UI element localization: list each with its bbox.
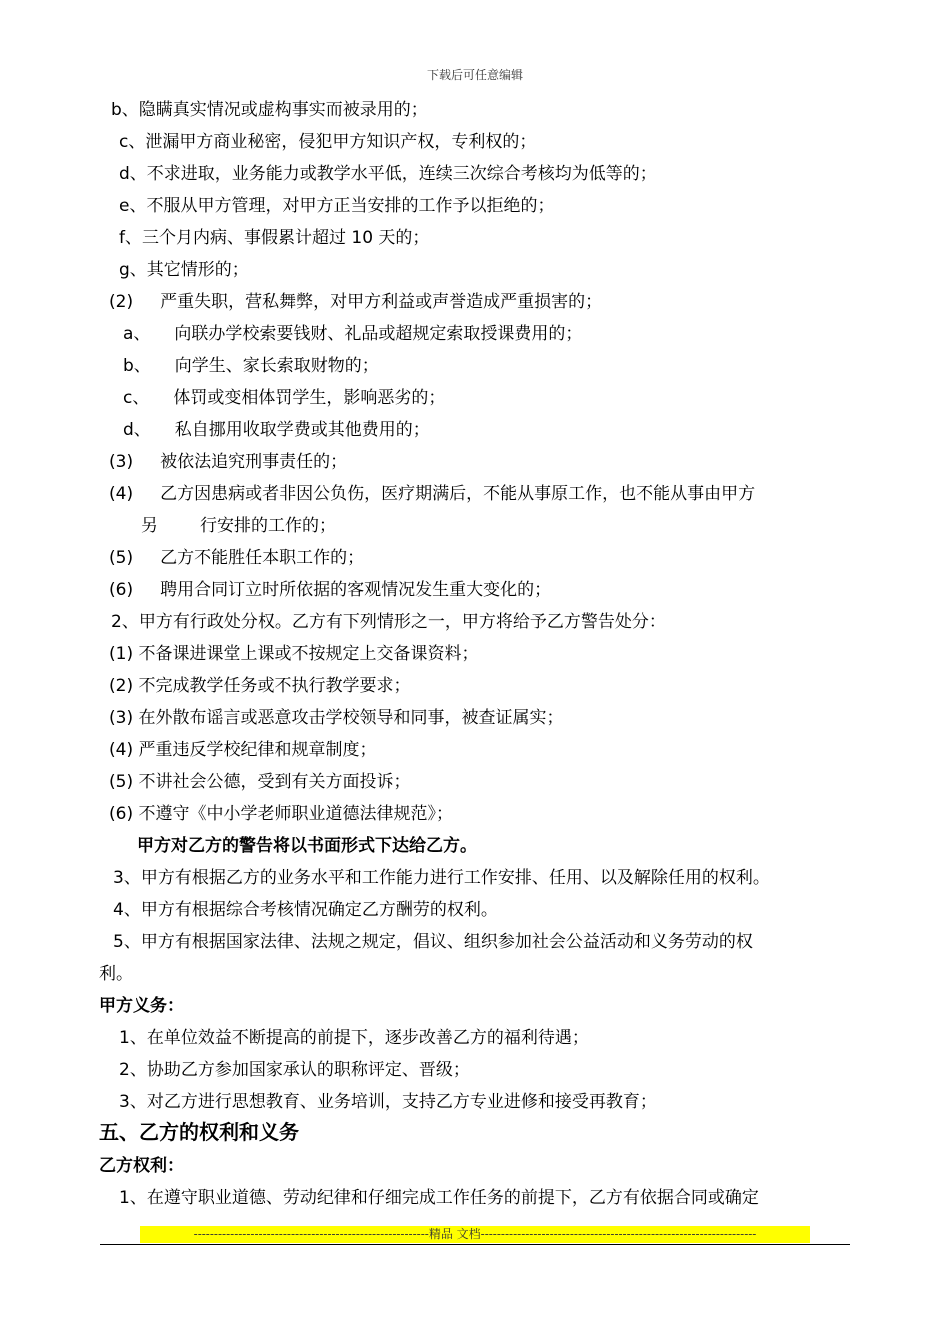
text-line: e、不服从甲方管理，对甲方正当安排的工作予以拒绝的；	[119, 196, 555, 216]
list-text: 行安排的工作的；	[200, 516, 336, 536]
footer-divider	[100, 1244, 850, 1245]
list-item	[123, 355, 379, 377]
list-text: 被依法追究刑事责任的；	[160, 452, 348, 472]
text-line: d、不求进取，业务能力或教学水平低，连续三次综合考核均为低等的；	[119, 164, 657, 184]
list-item	[109, 547, 364, 569]
list-text: 乙方不能胜任本职工作的；	[160, 548, 365, 568]
list-text: 私自挪用收取学费或其他费用的；	[174, 420, 430, 440]
list-item	[109, 483, 755, 505]
page-header-note: 下载后可任意编辑	[426, 68, 523, 82]
list-item	[109, 579, 551, 601]
list-item	[123, 387, 445, 409]
list-number: c、	[123, 388, 150, 408]
footer-banner	[140, 1226, 810, 1243]
text-line: (6) 不遵守《中小学老师职业道德法律规范》；	[109, 804, 453, 824]
footer-label: 精品 文档	[428, 1227, 481, 1241]
list-text: 另	[141, 516, 158, 536]
text-line: 2、甲方有行政处分权。乙方有下列情形之一，甲方将给予乙方警告处分：	[111, 612, 666, 632]
text-line: 5、甲方有根据国家法律、法规之规定，倡议、组织参加社会公益活动和义务劳动的权	[113, 932, 753, 952]
list-item	[109, 291, 602, 313]
list-text: 向联办学校索要钱财、礼品或超规定索取授课费用的；	[174, 324, 583, 344]
text-line: 利。	[99, 964, 133, 984]
list-number: (3)	[109, 452, 134, 472]
list-text: 向学生、家长索取财物的；	[174, 356, 379, 376]
text-line: f、三个月内病、事假累计超过 10 天的；	[119, 228, 430, 248]
subheading: 甲方义务：	[99, 996, 184, 1016]
text-line: (2) 不完成教学任务或不执行教学要求；	[109, 676, 411, 696]
text-line: 3、甲方有根据乙方的业务水平和工作能力进行工作安排、任用、以及解除任用的权利。	[113, 868, 770, 888]
text-line: (3) 在外散布谣言或恶意攻击学校领导和同事，被查证属实；	[109, 708, 564, 728]
list-number: (4)	[109, 484, 134, 504]
list-text: 严重失职，营私舞弊，对甲方利益或声誉造成严重损害的；	[160, 292, 603, 312]
text-line: (4) 严重违反学校纪律和规章制度；	[109, 740, 377, 760]
text-line: c、泄漏甲方商业秘密，侵犯甲方知识产权，专利权的；	[119, 132, 537, 152]
text-line: b、隐瞒真实情况或虚构事实而被录用的；	[111, 100, 428, 120]
list-number: (6)	[109, 580, 134, 600]
list-item	[109, 451, 347, 473]
subheading: 乙方权利：	[99, 1156, 184, 1176]
section-heading: 五、乙方的权利和义务	[99, 1120, 299, 1144]
text-line: g、其它情形的；	[119, 260, 249, 280]
list-number: (5)	[109, 548, 134, 568]
text-line: 2、协助乙方参加国家承认的职称评定、晋级；	[119, 1060, 470, 1080]
text-line: 3、对乙方进行思想教育、业务培训，支持乙方专业进修和接受再教育；	[119, 1092, 657, 1112]
list-number: (2)	[109, 292, 134, 312]
list-item	[123, 323, 582, 345]
text-line: 4、甲方有根据综合考核情况确定乙方酬劳的权利。	[113, 900, 498, 920]
list-number: b、	[123, 356, 151, 376]
text-line: (5) 不讲社会公德，受到有关方面投诉；	[109, 772, 411, 792]
bold-note: 甲方对乙方的警告将以书面形式下达给乙方。	[137, 836, 477, 856]
list-text: 聘用合同订立时所依据的客观情况发生重大变化的；	[160, 580, 552, 600]
footer-dashes-right: --------------------------------------------------------------------	[480, 1227, 757, 1241]
list-item-continuation	[141, 515, 336, 537]
text-line: 1、在单位效益不断提高的前提下，逐步改善乙方的福利待遇；	[119, 1028, 589, 1048]
footer-dashes-left: ----------------------------------------------------------	[193, 1227, 429, 1241]
list-number: d、	[123, 420, 151, 440]
list-item	[123, 419, 430, 441]
text-line: 1、在遵守职业道德、劳动纪律和仔细完成工作任务的前提下，乙方有依据合同或确定	[119, 1188, 759, 1208]
text-line: (1) 不备课进课堂上课或不按规定上交备课资料；	[109, 644, 479, 664]
list-number: a、	[123, 324, 151, 344]
list-text: 乙方因患病或者非因公负伤，医疗期满后，不能从事原工作，也不能从事由甲方	[160, 484, 756, 504]
list-text: 体罚或变相体罚学生，影响恶劣的；	[173, 388, 446, 408]
